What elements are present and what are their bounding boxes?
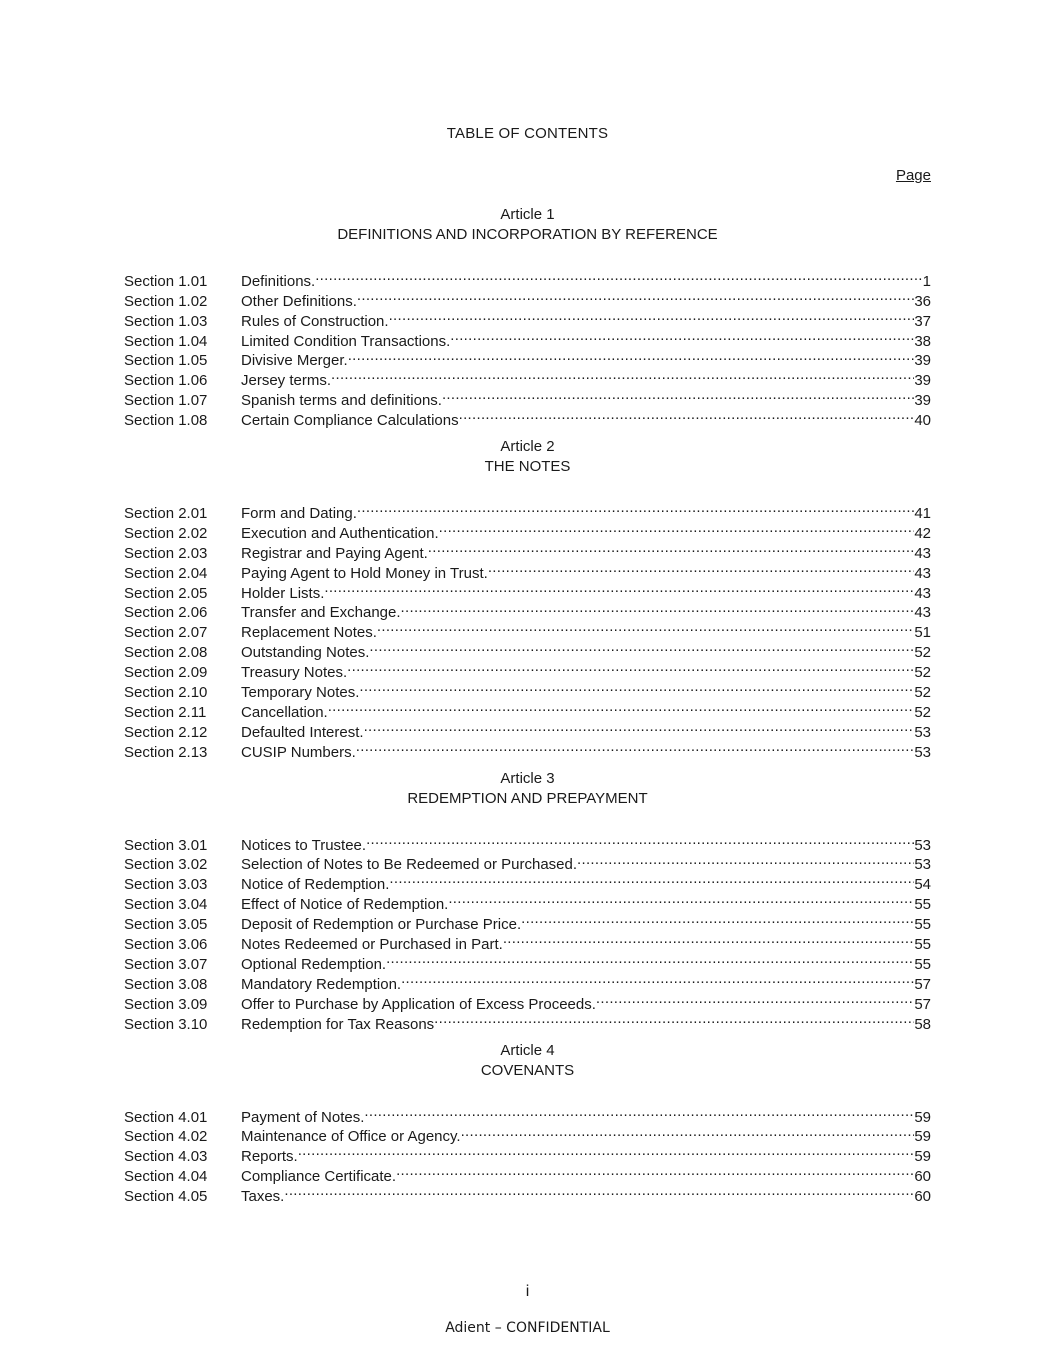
- dot-leader: [389, 306, 915, 326]
- section-title[interactable]: Holder Lists.: [241, 584, 325, 602]
- section-number: Section 3.08: [124, 975, 208, 993]
- section-title[interactable]: Defaulted Interest.: [241, 723, 364, 741]
- toc-article: [124, 1041, 931, 1206]
- section-page-number[interactable]: 52: [914, 644, 931, 662]
- section-page-number[interactable]: 37: [914, 312, 931, 330]
- dot-leader: [503, 929, 915, 949]
- dot-leader: [347, 657, 914, 677]
- section-page-number[interactable]: 41: [914, 505, 931, 523]
- dot-leader: [298, 1141, 915, 1161]
- section-title[interactable]: Deposit of Redemption or Purchase Price.: [241, 916, 522, 934]
- article-label: Article 2: [500, 438, 555, 456]
- section-page-number[interactable]: 43: [914, 564, 931, 582]
- section-list: [124, 498, 931, 761]
- dot-leader: [577, 850, 914, 870]
- toc-entry[interactable]: [124, 1102, 931, 1126]
- section-number: Section 1.02: [124, 292, 208, 310]
- toc-article: [124, 769, 931, 1033]
- article-label: Article 1: [500, 206, 555, 223]
- section-number: Section 1.03: [124, 312, 208, 330]
- section-page-number[interactable]: 60: [914, 1168, 931, 1186]
- section-number: Section 3.01: [124, 836, 208, 854]
- section-title[interactable]: Transfer and Exchange.: [241, 604, 401, 622]
- section-page-number[interactable]: 55: [914, 916, 931, 934]
- section-page-number[interactable]: 43: [914, 604, 931, 622]
- dot-leader: [348, 346, 915, 366]
- section-title[interactable]: Divisive Merger.: [241, 352, 348, 370]
- section-number: Section 4.02: [124, 1128, 208, 1146]
- section-page-number[interactable]: 39: [914, 372, 931, 390]
- section-title[interactable]: Temporary Notes.: [241, 684, 360, 702]
- dot-leader: [357, 286, 914, 306]
- table-of-contents: [124, 205, 931, 1213]
- dot-leader: [324, 578, 914, 598]
- section-title[interactable]: Other Definitions.: [241, 292, 357, 310]
- section-number: Section 3.10: [124, 1015, 208, 1033]
- section-page-number[interactable]: 39: [914, 352, 931, 370]
- section-page-number[interactable]: 54: [914, 876, 931, 894]
- section-number: Section 3.06: [124, 936, 208, 954]
- section-page-number[interactable]: 53: [914, 856, 931, 874]
- section-number: Section 1.05: [124, 352, 208, 370]
- section-number: Section 2.13: [124, 743, 208, 761]
- section-page-number[interactable]: 58: [914, 1015, 931, 1033]
- section-title[interactable]: Compliance Certificate.: [241, 1168, 397, 1186]
- dot-leader: [461, 1122, 915, 1142]
- section-page-number[interactable]: 1: [922, 272, 931, 290]
- section-page-number[interactable]: 39: [914, 392, 931, 410]
- section-page-number[interactable]: 36: [914, 292, 931, 310]
- section-title[interactable]: Form and Dating.: [241, 505, 357, 523]
- dot-leader: [396, 1161, 914, 1181]
- section-title[interactable]: Jersey terms.: [241, 372, 332, 390]
- section-number: Section 3.04: [124, 896, 208, 914]
- section-title[interactable]: Limited Condition Transactions.: [241, 332, 451, 350]
- section-title[interactable]: Replacement Notes.: [241, 624, 377, 642]
- section-page-number[interactable]: 51: [914, 624, 931, 642]
- section-title[interactable]: Maintenance of Office or Agency.: [241, 1128, 461, 1146]
- section-page-number[interactable]: 53: [914, 723, 931, 741]
- section-number: Section 4.03: [124, 1148, 208, 1166]
- dot-leader: [459, 405, 915, 425]
- dot-leader: [364, 717, 915, 737]
- section-title[interactable]: Registrar and Paying Agent.: [241, 544, 428, 562]
- dot-leader: [364, 1102, 914, 1122]
- dot-leader: [401, 969, 914, 989]
- toc-entry[interactable]: [124, 266, 931, 290]
- section-page-number[interactable]: 55: [914, 896, 931, 914]
- section-number: Section 3.02: [124, 856, 208, 874]
- section-number: Section 4.04: [124, 1168, 208, 1186]
- section-list: [124, 1102, 931, 1206]
- section-title[interactable]: Paying Agent to Hold Money in Trust.: [241, 564, 488, 582]
- section-page-number[interactable]: 57: [914, 975, 931, 993]
- dot-leader: [428, 538, 915, 558]
- dot-leader: [284, 1181, 914, 1201]
- article-label: Article 3: [500, 769, 555, 787]
- dot-leader: [596, 989, 914, 1009]
- section-number: Section 2.05: [124, 584, 208, 602]
- section-page-number[interactable]: 43: [914, 584, 931, 602]
- section-list: [124, 266, 931, 430]
- section-number: Section 1.04: [124, 332, 208, 350]
- section-title[interactable]: Outstanding Notes.: [241, 644, 370, 662]
- section-number: Section 3.05: [124, 916, 208, 934]
- dot-leader: [328, 697, 915, 717]
- section-title[interactable]: Definitions.: [241, 272, 316, 290]
- section-title[interactable]: Offer to Purchase by Application of Excess Proceeds.: [241, 995, 596, 1013]
- section-page-number[interactable]: 52: [914, 664, 931, 682]
- section-number: Section 1.07: [124, 392, 208, 410]
- dot-leader: [439, 518, 915, 538]
- toc-article: [124, 437, 931, 761]
- toc-article: [124, 205, 931, 430]
- article-title: THE NOTES: [484, 458, 571, 476]
- section-page-number[interactable]: 52: [914, 684, 931, 702]
- section-number: Section 4.05: [124, 1188, 208, 1206]
- section-page-number[interactable]: 38: [914, 332, 931, 350]
- section-page-number[interactable]: 53: [914, 743, 931, 761]
- dot-leader: [448, 889, 914, 909]
- section-number: Section 4.01: [124, 1108, 208, 1126]
- page-column-label: Page: [895, 167, 931, 184]
- section-number: Section 3.09: [124, 995, 208, 1013]
- section-number: Section 3.03: [124, 876, 208, 894]
- section-number: Section 2.01: [124, 505, 208, 523]
- dot-leader: [442, 385, 914, 405]
- section-title[interactable]: Notice of Redemption.: [241, 876, 390, 894]
- dot-leader: [377, 617, 914, 637]
- section-title[interactable]: Execution and Authentication.: [241, 524, 439, 542]
- toc-entry[interactable]: [124, 498, 931, 523]
- section-number: Section 3.07: [124, 955, 208, 973]
- section-number: Section 2.09: [124, 664, 208, 682]
- dot-leader: [315, 266, 922, 286]
- section-number: Section 2.12: [124, 723, 208, 741]
- dot-leader: [369, 637, 914, 657]
- section-title[interactable]: Certain Compliance Calculations: [241, 412, 459, 430]
- dot-leader: [386, 949, 914, 969]
- dot-leader: [521, 909, 914, 929]
- section-title[interactable]: Spanish terms and definitions.: [241, 392, 442, 410]
- section-title[interactable]: Optional Redemption.: [241, 955, 387, 973]
- section-title[interactable]: Cancellation.: [241, 703, 328, 721]
- article-title: DEFINITIONS AND INCORPORATION BY REFERENCE: [337, 226, 718, 243]
- article-label: Article 4: [500, 1041, 555, 1059]
- section-title[interactable]: Treasury Notes.: [241, 664, 348, 682]
- section-list: [124, 830, 931, 1033]
- section-number: Section 2.04: [124, 564, 208, 582]
- section-page-number[interactable]: 59: [914, 1128, 931, 1146]
- section-title[interactable]: Selection of Notes to Be Redeemed or Purchased.: [241, 856, 578, 874]
- section-number: Section 1.06: [124, 372, 208, 390]
- section-page-number[interactable]: 60: [914, 1188, 931, 1206]
- section-title[interactable]: Payment of Notes.: [241, 1108, 365, 1126]
- section-page-number[interactable]: 59: [914, 1108, 931, 1126]
- dot-leader: [434, 1009, 914, 1029]
- dot-leader: [488, 558, 915, 578]
- section-page-number[interactable]: 55: [914, 936, 931, 954]
- section-page-number[interactable]: 53: [914, 836, 931, 854]
- section-number: Section 1.08: [124, 412, 208, 430]
- toc-entry[interactable]: [124, 830, 931, 854]
- footer-confidential: Adient – CONFIDENTIAL: [445, 1320, 610, 1336]
- dot-leader: [359, 677, 914, 697]
- section-title[interactable]: Mandatory Redemption.: [241, 975, 402, 993]
- footer-page-number: i: [525, 1283, 530, 1300]
- section-number: Section 2.03: [124, 544, 208, 562]
- section-number: Section 2.08: [124, 644, 208, 662]
- section-page-number[interactable]: 55: [914, 955, 931, 973]
- section-title[interactable]: Redemption for Tax Reasons: [241, 1015, 435, 1033]
- section-page-number[interactable]: 43: [914, 544, 931, 562]
- article-title: COVENANTS: [480, 1061, 575, 1079]
- section-title[interactable]: Rules of Construction.: [241, 312, 389, 330]
- section-page-number[interactable]: 42: [914, 524, 931, 542]
- dot-leader: [366, 830, 914, 850]
- section-page-number[interactable]: 57: [914, 995, 931, 1013]
- section-title[interactable]: Notices to Trustee.: [241, 836, 367, 854]
- section-title[interactable]: Taxes.: [241, 1188, 285, 1206]
- section-number: Section 1.01: [124, 272, 208, 290]
- section-title[interactable]: Effect of Notice of Redemption.: [241, 896, 449, 914]
- dot-leader: [356, 737, 915, 757]
- section-title[interactable]: Reports.: [241, 1148, 298, 1166]
- article-title: REDEMPTION AND PREPAYMENT: [407, 789, 648, 807]
- section-number: Section 2.11: [124, 703, 207, 721]
- dot-leader: [450, 326, 914, 346]
- section-number: Section 2.06: [124, 604, 208, 622]
- dot-leader: [389, 869, 914, 889]
- section-page-number[interactable]: 59: [914, 1148, 931, 1166]
- section-title[interactable]: Notes Redeemed or Purchased in Part.: [241, 936, 503, 954]
- section-number: Section 2.10: [124, 684, 208, 702]
- section-number: Section 2.07: [124, 624, 208, 642]
- section-page-number[interactable]: 52: [914, 703, 931, 721]
- section-number: Section 2.02: [124, 524, 208, 542]
- section-page-number[interactable]: 40: [914, 412, 931, 430]
- dot-leader: [331, 365, 914, 385]
- dot-leader: [401, 598, 915, 618]
- dot-leader: [357, 498, 914, 518]
- section-title[interactable]: CUSIP Numbers.: [241, 743, 356, 761]
- document-title: TABLE OF CONTENTS: [446, 125, 609, 142]
